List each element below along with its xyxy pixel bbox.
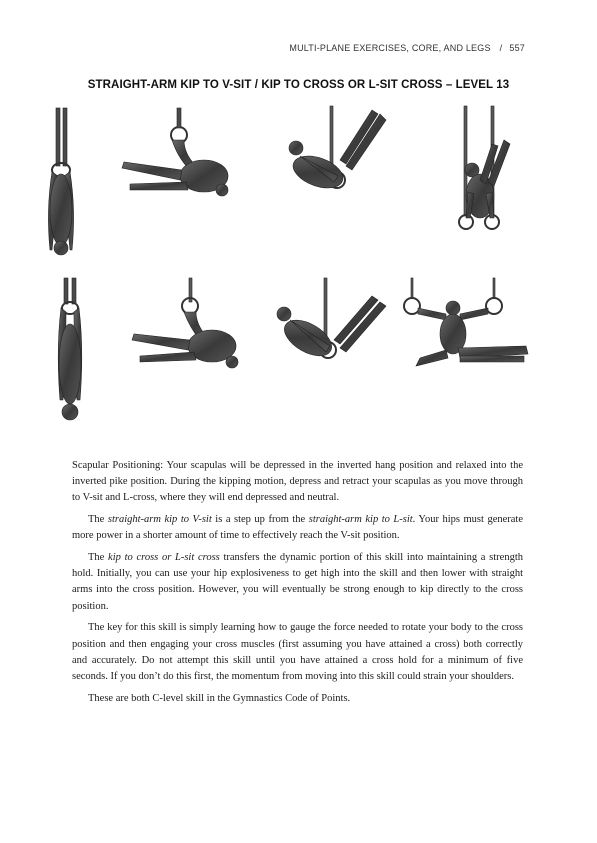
paragraph-key-skill: The key for this skill is simply learning how to gauge the force needed to rotate your body to the cross position and then engaging your cross muscles (first assuming you have attained a cross) both correctly and accurately. Do not attempt this skill until you have attained a cross hold for a minimum of five seconds. If you don’t do this first, the momentum from moving into this skill could strain your shoulders. (72, 622, 523, 682)
figure-row2-pike-kip (277, 278, 386, 363)
p3-text-a: The (88, 552, 109, 564)
p2-emphasis-2: straight-arm kip to L-sit (308, 514, 413, 526)
exercise-figure (0, 100, 597, 440)
p3-emphasis: kip to cross or L-sit cross (108, 552, 220, 564)
figure-row2-inverted-hang (58, 278, 82, 420)
p2-text-b: is a step up from the (211, 514, 309, 526)
paragraph-kip-to-cross (72, 550, 523, 615)
p3-text-b: transfers the dynamic portion of this skill into maintaining a strength hold. Initially, you can use your hip explosiveness to get high into the skill and then lower with straight arms into the cross position. However, you will eventually be strong enough to kip directly to the cross position. (72, 552, 524, 612)
exercise-illustration-grid (0, 100, 597, 440)
figure-row1-v-sit (459, 106, 510, 229)
p2-emphasis-1: straight-arm kip to V-sit (107, 514, 212, 526)
p2-text-a: The (88, 514, 108, 526)
page-title: STRAIGHT-ARM KIP TO V-SIT / KIP TO CROSS OR L-SIT CROSS – LEVEL 13 (87, 79, 510, 91)
p2-text-c: . Your hips must generate more power in a shorter amount of time to effectively reach the V-sit position. (72, 514, 524, 542)
body-text (72, 458, 523, 712)
figure-row1-pike-horizontal (122, 108, 228, 196)
figure-row1-inverted-hang (48, 108, 73, 255)
running-head-separator: / (499, 43, 503, 53)
paragraph-code-of-points: These are both C-level skill in the Gymnastics Code of Points. (88, 692, 351, 704)
figure-row1-pike-kip (289, 106, 386, 194)
paragraph-kip-to-v-sit (72, 512, 523, 544)
paragraph-scapular-positioning: Scapular Positioning: Your scapulas will be depressed in the inverted hang position and relaxed into the inverted pike position. During the kipping motion, depress and retract your scapulas as you move through to V-sit and L-cross, where they will end depressed and neutral. (72, 460, 523, 504)
page-number: 557 (509, 43, 525, 53)
figure-row2-l-sit-cross (404, 278, 528, 366)
figure-row2-pike-horizontal (132, 278, 238, 368)
running-head-section: MULTI-PLANE EXERCISES, CORE, AND LEGS (289, 43, 491, 53)
running-head (289, 43, 525, 53)
